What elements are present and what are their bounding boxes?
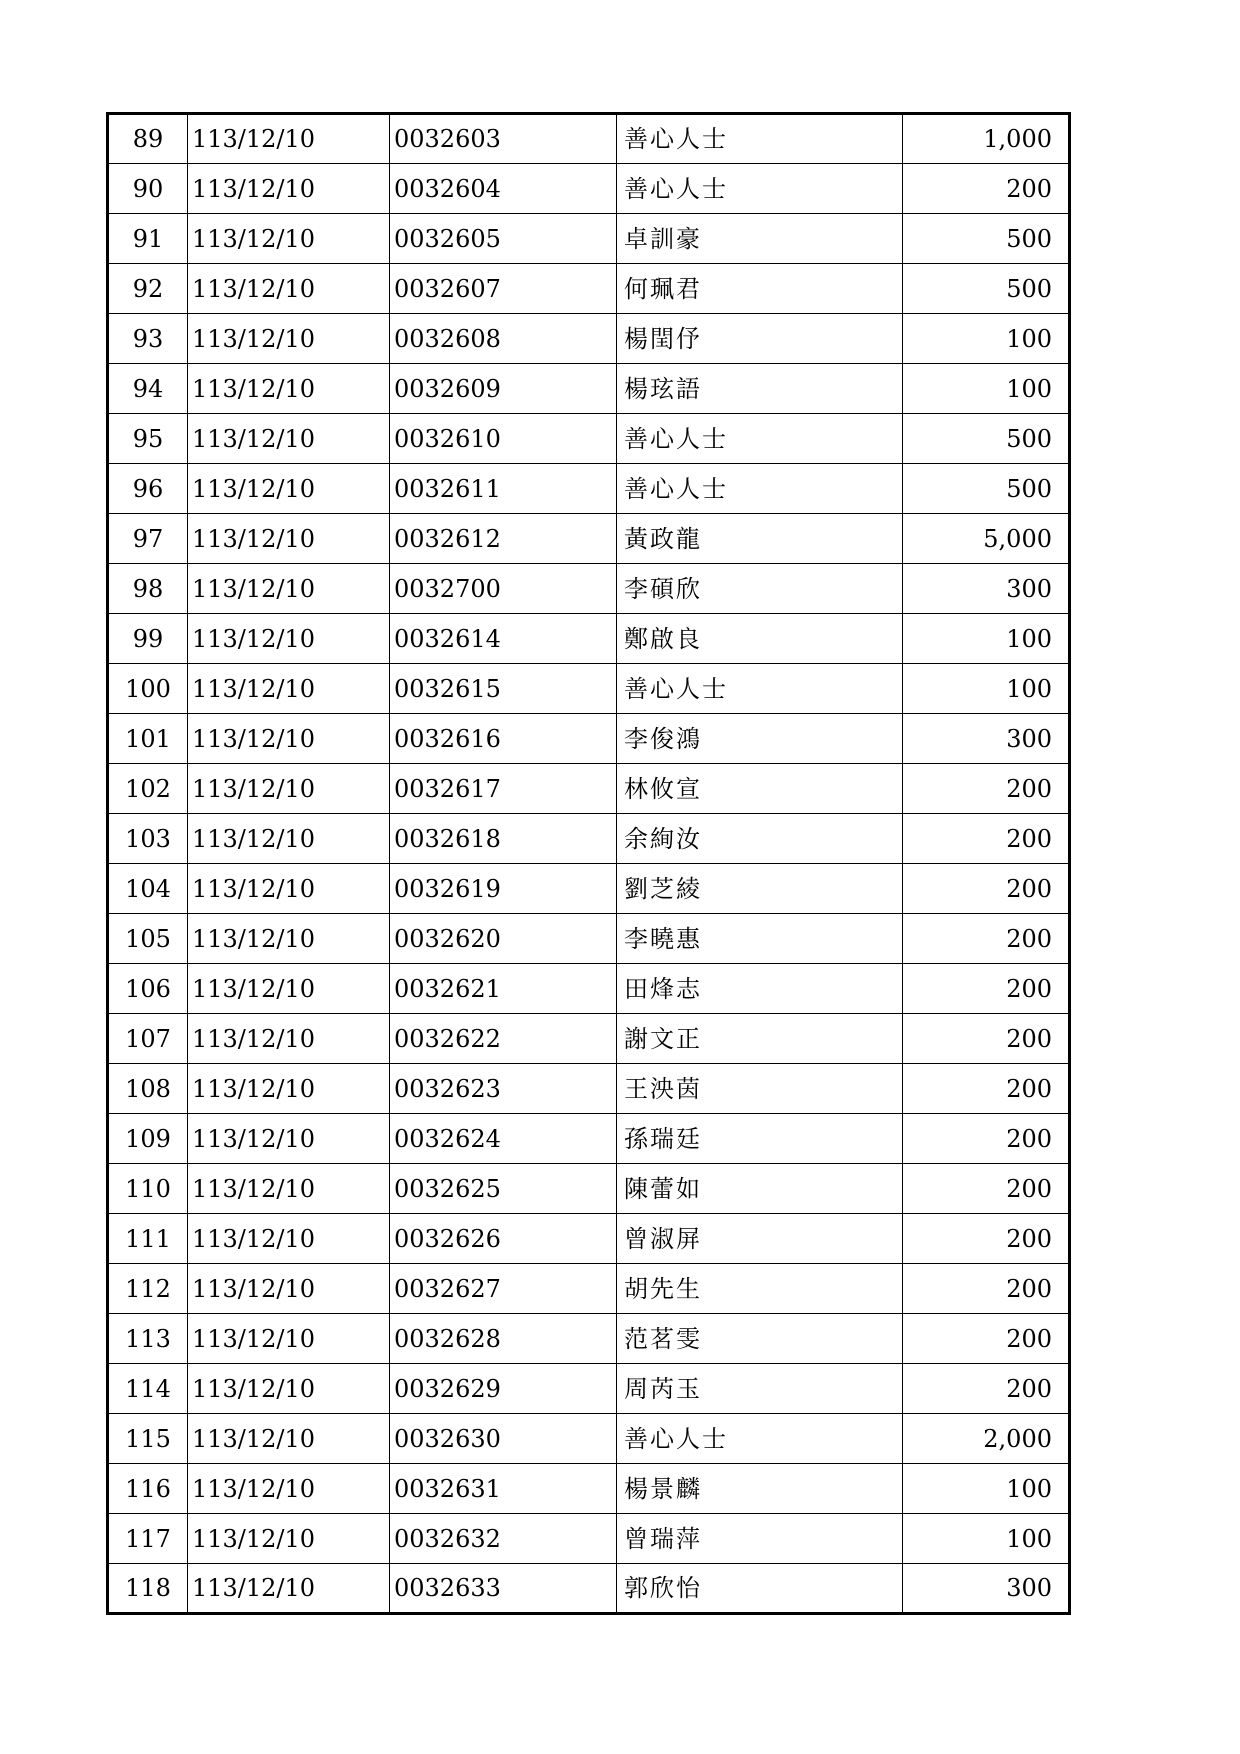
donation-date: 113/12/10: [188, 514, 390, 564]
table-row: [108, 514, 1070, 564]
receipt-number: 0032633: [390, 1564, 617, 1614]
row-number: 99: [108, 614, 188, 664]
donation-amount: 200: [903, 1314, 1070, 1364]
receipt-number: 0032632: [390, 1514, 617, 1564]
donation-amount: 500: [903, 464, 1070, 514]
row-number: 92: [108, 264, 188, 314]
table-row: [108, 764, 1070, 814]
donor-name: 善心人士: [617, 414, 903, 464]
receipt-number: 0032608: [390, 314, 617, 364]
donation-date: 113/12/10: [188, 1264, 390, 1314]
donation-date: 113/12/10: [188, 364, 390, 414]
table-row: [108, 1164, 1070, 1214]
row-number: 97: [108, 514, 188, 564]
donation-date: 113/12/10: [188, 764, 390, 814]
table-row: [108, 1364, 1070, 1414]
donation-date: 113/12/10: [188, 114, 390, 164]
donor-name: 善心人士: [617, 114, 903, 164]
donor-name: 田烽志: [617, 964, 903, 1014]
donation-amount: 200: [903, 764, 1070, 814]
donation-amount: 200: [903, 914, 1070, 964]
row-number: 105: [108, 914, 188, 964]
donor-name: 李俊鴻: [617, 714, 903, 764]
donation-date: 113/12/10: [188, 1364, 390, 1414]
donor-name: 曾淑屏: [617, 1214, 903, 1264]
row-number: 107: [108, 1014, 188, 1064]
table-row: [108, 314, 1070, 364]
receipt-number: 0032603: [390, 114, 617, 164]
row-number: 103: [108, 814, 188, 864]
donor-name: 善心人士: [617, 464, 903, 514]
donation-amount: 200: [903, 1364, 1070, 1414]
donation-date: 113/12/10: [188, 214, 390, 264]
donation-amount: 300: [903, 564, 1070, 614]
donor-name: 胡先生: [617, 1264, 903, 1314]
table-row: [108, 114, 1070, 164]
donation-amount: 100: [903, 1514, 1070, 1564]
donation-date: 113/12/10: [188, 1514, 390, 1564]
donor-name: 楊景麟: [617, 1464, 903, 1514]
donor-name: 劉芝綾: [617, 864, 903, 914]
table-row: [108, 1214, 1070, 1264]
row-number: 90: [108, 164, 188, 214]
receipt-number: 0032614: [390, 614, 617, 664]
donation-amount: 200: [903, 1164, 1070, 1214]
receipt-number: 0032612: [390, 514, 617, 564]
table-row: [108, 1264, 1070, 1314]
donation-date: 113/12/10: [188, 964, 390, 1014]
receipt-number: 0032620: [390, 914, 617, 964]
donation-date: 113/12/10: [188, 1114, 390, 1164]
donation-amount: 200: [903, 964, 1070, 1014]
row-number: 117: [108, 1514, 188, 1564]
receipt-number: 0032604: [390, 164, 617, 214]
row-number: 112: [108, 1264, 188, 1314]
donation-date: 113/12/10: [188, 1064, 390, 1114]
donation-date: 113/12/10: [188, 564, 390, 614]
donor-name: 善心人士: [617, 164, 903, 214]
donation-amount: 200: [903, 1214, 1070, 1264]
table-row: [108, 814, 1070, 864]
donor-name: 郭欣怡: [617, 1564, 903, 1614]
table-row: [108, 464, 1070, 514]
table-row: [108, 1464, 1070, 1514]
donation-date: 113/12/10: [188, 1164, 390, 1214]
donor-name: 周芮玉: [617, 1364, 903, 1414]
table-row: [108, 614, 1070, 664]
donation-date: 113/12/10: [188, 614, 390, 664]
ledger-body: [108, 114, 1070, 1614]
donation-date: 113/12/10: [188, 1214, 390, 1264]
donor-name: 曾瑞萍: [617, 1514, 903, 1564]
table-row: [108, 1414, 1070, 1464]
donor-name: 善心人士: [617, 664, 903, 714]
donation-date: 113/12/10: [188, 314, 390, 364]
donor-name: 孫瑞廷: [617, 1114, 903, 1164]
row-number: 102: [108, 764, 188, 814]
donation-date: 113/12/10: [188, 1314, 390, 1364]
donation-amount: 500: [903, 264, 1070, 314]
receipt-number: 0032629: [390, 1364, 617, 1414]
row-number: 109: [108, 1114, 188, 1164]
row-number: 111: [108, 1214, 188, 1264]
receipt-number: 0032609: [390, 364, 617, 414]
table-row: [108, 714, 1070, 764]
donor-name: 王泱茵: [617, 1064, 903, 1114]
donor-name: 何珮君: [617, 264, 903, 314]
donation-amount: 100: [903, 664, 1070, 714]
table-row: [108, 214, 1070, 264]
donation-date: 113/12/10: [188, 714, 390, 764]
donation-amount: 200: [903, 1114, 1070, 1164]
donation-amount: 200: [903, 1264, 1070, 1314]
donation-date: 113/12/10: [188, 914, 390, 964]
receipt-number: 0032611: [390, 464, 617, 514]
donor-name: 余絢汝: [617, 814, 903, 864]
receipt-number: 0032624: [390, 1114, 617, 1164]
table-row: [108, 564, 1070, 614]
donation-date: 113/12/10: [188, 1414, 390, 1464]
table-row: [108, 914, 1070, 964]
receipt-number: 0032610: [390, 414, 617, 464]
row-number: 110: [108, 1164, 188, 1214]
receipt-number: 0032615: [390, 664, 617, 714]
row-number: 114: [108, 1364, 188, 1414]
table-row: [108, 1114, 1070, 1164]
table-row: [108, 1014, 1070, 1064]
donation-date: 113/12/10: [188, 664, 390, 714]
receipt-number: 0032607: [390, 264, 617, 314]
table-row: [108, 864, 1070, 914]
donation-amount: 5,000: [903, 514, 1070, 564]
row-number: 113: [108, 1314, 188, 1364]
donation-date: 113/12/10: [188, 814, 390, 864]
donation-date: 113/12/10: [188, 164, 390, 214]
row-number: 115: [108, 1414, 188, 1464]
donation-amount: 100: [903, 614, 1070, 664]
table-row: [108, 164, 1070, 214]
receipt-number: 0032700: [390, 564, 617, 614]
donation-amount: 100: [903, 1464, 1070, 1514]
donation-date: 113/12/10: [188, 1464, 390, 1514]
receipt-number: 0032617: [390, 764, 617, 814]
donor-name: 卓訓豪: [617, 214, 903, 264]
donor-name: 李曉惠: [617, 914, 903, 964]
donor-name: 謝文正: [617, 1014, 903, 1064]
receipt-number: 0032625: [390, 1164, 617, 1214]
table-row: [108, 264, 1070, 314]
receipt-number: 0032626: [390, 1214, 617, 1264]
table-row: [108, 1564, 1070, 1614]
receipt-number: 0032623: [390, 1064, 617, 1114]
donor-name: 善心人士: [617, 1414, 903, 1464]
donation-amount: 200: [903, 1064, 1070, 1114]
table-row: [108, 1314, 1070, 1364]
receipt-number: 0032628: [390, 1314, 617, 1364]
donation-amount: 300: [903, 1564, 1070, 1614]
receipt-number: 0032622: [390, 1014, 617, 1064]
donation-amount: 300: [903, 714, 1070, 764]
donation-date: 113/12/10: [188, 1014, 390, 1064]
donor-name: 李碩欣: [617, 564, 903, 614]
row-number: 89: [108, 114, 188, 164]
row-number: 93: [108, 314, 188, 364]
donor-name: 楊玹語: [617, 364, 903, 414]
receipt-number: 0032631: [390, 1464, 617, 1514]
donation-amount: 500: [903, 214, 1070, 264]
donor-name: 黃政龍: [617, 514, 903, 564]
donation-date: 113/12/10: [188, 264, 390, 314]
donation-date: 113/12/10: [188, 1564, 390, 1614]
row-number: 91: [108, 214, 188, 264]
row-number: 106: [108, 964, 188, 1014]
row-number: 118: [108, 1564, 188, 1614]
row-number: 108: [108, 1064, 188, 1114]
donor-name: 林攸宣: [617, 764, 903, 814]
donor-name: 范茗雯: [617, 1314, 903, 1364]
donation-amount: 100: [903, 364, 1070, 414]
receipt-number: 0032616: [390, 714, 617, 764]
receipt-number: 0032627: [390, 1264, 617, 1314]
receipt-number: 0032605: [390, 214, 617, 264]
donation-amount: 1,000: [903, 114, 1070, 164]
row-number: 101: [108, 714, 188, 764]
donation-amount: 200: [903, 164, 1070, 214]
table-row: [108, 364, 1070, 414]
donation-date: 113/12/10: [188, 464, 390, 514]
donor-name: 陳蕾如: [617, 1164, 903, 1214]
donation-amount: 200: [903, 1014, 1070, 1064]
row-number: 94: [108, 364, 188, 414]
receipt-number: 0032621: [390, 964, 617, 1014]
donation-amount: 100: [903, 314, 1070, 364]
table-row: [108, 964, 1070, 1014]
donation-ledger-table: [106, 112, 1071, 1615]
donation-amount: 200: [903, 864, 1070, 914]
row-number: 100: [108, 664, 188, 714]
receipt-number: 0032618: [390, 814, 617, 864]
row-number: 95: [108, 414, 188, 464]
donation-amount: 500: [903, 414, 1070, 464]
table-row: [108, 664, 1070, 714]
donation-date: 113/12/10: [188, 864, 390, 914]
row-number: 116: [108, 1464, 188, 1514]
table-row: [108, 1064, 1070, 1114]
donor-name: 楊閏伃: [617, 314, 903, 364]
row-number: 96: [108, 464, 188, 514]
table-row: [108, 1514, 1070, 1564]
donor-name: 鄭啟良: [617, 614, 903, 664]
row-number: 104: [108, 864, 188, 914]
receipt-number: 0032619: [390, 864, 617, 914]
donation-amount: 200: [903, 814, 1070, 864]
table-row: [108, 414, 1070, 464]
receipt-number: 0032630: [390, 1414, 617, 1464]
donation-amount: 2,000: [903, 1414, 1070, 1464]
row-number: 98: [108, 564, 188, 614]
donation-date: 113/12/10: [188, 414, 390, 464]
